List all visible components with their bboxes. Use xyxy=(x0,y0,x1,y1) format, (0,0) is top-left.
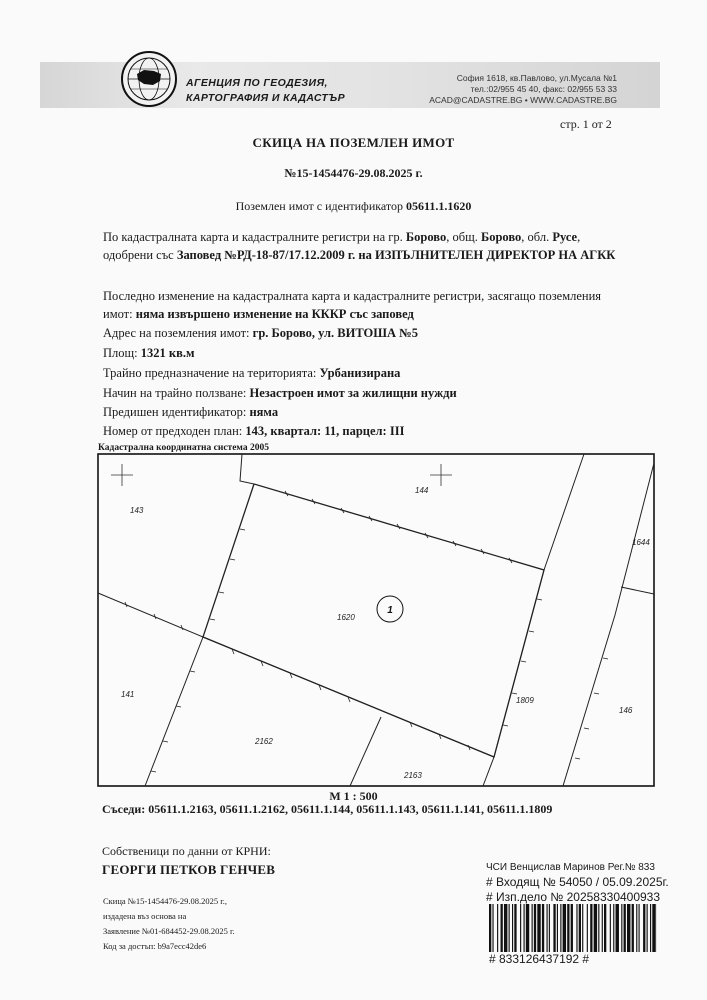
barcode-bar xyxy=(492,904,493,952)
purpose-value: Урбанизирана xyxy=(319,366,401,380)
area-label: Площ: xyxy=(103,346,141,360)
previous-identifier-label: Предишен идентификатор: xyxy=(103,405,250,419)
barcode-bar xyxy=(501,904,503,952)
barcode-bar xyxy=(563,904,566,952)
identifier-label: Поземлен имот с идентификатор xyxy=(235,199,407,213)
note-line-2: издадена въз основа на xyxy=(103,911,187,921)
parcel-label-2163: 2163 xyxy=(404,771,422,780)
coordinate-system-label: Кадастрална координатна система 2005 xyxy=(98,443,269,453)
barcode-bar xyxy=(613,904,614,952)
text: , общ. xyxy=(446,230,481,244)
parcel-label-141: 141 xyxy=(121,690,135,699)
agency-line-1: АГЕНЦИЯ ПО ГЕОДЕЗИЯ, xyxy=(186,77,328,89)
owner-name: ГЕОРГИ ПЕТКОВ ГЕНЧЕВ xyxy=(102,862,276,877)
usage-value: Незастроен имот за жилищни нужди xyxy=(249,386,457,400)
barcode-bar xyxy=(542,904,544,952)
address-row xyxy=(103,324,663,342)
approval-order: Заповед №РД-18-87/17.12.2009 г. на ИЗПЪЛНИТЕЛЕН ДИРЕКТОР НА АГКК xyxy=(176,248,616,262)
parcel-label-143: 143 xyxy=(130,506,144,515)
usage-row xyxy=(103,384,663,402)
page-number: стр. 1 от 2 xyxy=(560,117,612,131)
barcode-bar xyxy=(560,904,561,952)
parcel-label-1644: 1644 xyxy=(632,538,650,547)
previous-identifier-value: няма xyxy=(249,405,279,419)
barcode xyxy=(489,904,657,952)
neighbors-values: 05611.1.2163, 05611.1.2162, 05611.1.144, 05611.1.143, 05611.1.141, 05611.1.1809 xyxy=(148,802,553,816)
cadastral-sketch-map xyxy=(97,453,655,787)
barcode-bar xyxy=(524,904,525,952)
agency-contact xyxy=(412,73,617,106)
text: По кадастралната карта и кадастралните регистри на гр. xyxy=(103,230,406,244)
region: Русе xyxy=(552,230,578,244)
purpose-row xyxy=(103,364,663,382)
text: Последно изменение на кадастралната карта и кадастралните регистри, засягащо поземления xyxy=(103,289,602,303)
barcode-bar xyxy=(594,904,597,952)
barcode-bar xyxy=(632,904,634,952)
agency-globe-logo xyxy=(120,50,178,108)
barcode-bar xyxy=(650,904,651,952)
barcode-bar xyxy=(532,904,533,952)
area-row xyxy=(103,344,663,362)
barcode-bar xyxy=(537,904,540,952)
agency-name xyxy=(186,76,345,106)
previous-plan-value: 143, квартал: 11, парцел: III xyxy=(245,424,405,438)
municipality: Борово xyxy=(480,230,522,244)
stamp-notary: ЧСИ Венцислав Маринов Рег.№ 833 xyxy=(486,862,655,873)
identifier-value: 05611.1.1620 xyxy=(406,199,472,213)
previous-plan-row xyxy=(103,422,663,440)
barcode-bar xyxy=(571,904,573,952)
stamp-incoming: # Входящ № 54050 / 05.09.2025г. xyxy=(486,875,669,889)
barcode-bar xyxy=(652,904,655,952)
map-scale: М 1 : 500 xyxy=(329,789,378,803)
barcode-bar xyxy=(514,904,516,952)
barcode-bar xyxy=(598,904,599,952)
cadastral-map-paragraph xyxy=(103,228,663,264)
parcel-identifier xyxy=(0,199,707,214)
parcel-label-144: 144 xyxy=(415,486,429,495)
note-line-3: Заявление №01-684452-29.08.2025 г. xyxy=(103,926,235,936)
issuance-note xyxy=(103,894,235,954)
text: , xyxy=(577,230,581,244)
barcode-bar xyxy=(567,904,569,952)
parcel-label-146: 146 xyxy=(619,706,633,715)
barcode-bar xyxy=(534,904,536,952)
town: Борово xyxy=(405,230,447,244)
note-line-4: Код за достъп: b9a7ecc42de6 xyxy=(103,941,207,951)
previous-plan-label: Номер от предходен план: xyxy=(103,424,246,438)
barcode-bar xyxy=(553,904,555,952)
barcode-bar xyxy=(512,904,513,952)
barcode-bar xyxy=(587,904,588,952)
neighbors-label: Съседи: xyxy=(102,802,149,816)
barcode-bar xyxy=(624,904,626,952)
neighbors-row xyxy=(102,802,552,817)
barcode-bar xyxy=(489,904,491,952)
barcode-bar xyxy=(504,904,507,952)
barcode-bar xyxy=(621,904,622,952)
agency-phone: тел.:02/955 45 40, факс: 02/955 53 33 xyxy=(470,84,617,94)
barcode-bar xyxy=(526,904,529,952)
barcode-bar xyxy=(616,904,619,952)
barcode-bar xyxy=(647,904,648,952)
barcode-bar xyxy=(602,904,603,952)
barcode-number: # 833126437192 # xyxy=(489,952,590,966)
barcode-bar xyxy=(549,904,550,952)
text: , обл. xyxy=(521,230,553,244)
barcode-bar xyxy=(610,904,611,952)
agency-address: София 1618, кв.Павлово, ул.Мусала №1 xyxy=(456,73,617,83)
parcel-label-2162: 2162 xyxy=(255,737,273,746)
parcel-label-1809: 1809 xyxy=(516,696,534,705)
text: имот: xyxy=(103,307,136,321)
area-value: 1321 кв.м xyxy=(140,346,195,360)
barcode-bar xyxy=(627,904,630,952)
usage-label: Начин на трайно ползване: xyxy=(103,386,250,400)
agency-web: ACAD@CADASTRE.BG • WWW.CADASTRE.BG xyxy=(429,95,617,105)
barcode-bar xyxy=(557,904,558,952)
barcode-bar xyxy=(582,904,583,952)
previous-identifier-row xyxy=(103,403,663,421)
document-title: СКИЦА НА ПОЗЕМЛЕН ИМОТ xyxy=(252,135,455,150)
barcode-bar xyxy=(579,904,581,952)
stamp-case: # Изп.дело № 20258330400933 xyxy=(486,890,661,904)
address-label: Адрес на поземления имот: xyxy=(103,326,253,340)
barcode-bar xyxy=(590,904,592,952)
note-line-1: Скица №15-1454476-29.08.2025 г., xyxy=(103,896,227,906)
text: одобрени със xyxy=(103,248,177,262)
agency-line-2: КАРТОГРАФИЯ И КАДАСТЪР xyxy=(186,92,346,104)
address-value: гр. Борово, ул. ВИТОША №5 xyxy=(252,326,418,340)
barcode-bar xyxy=(576,904,577,952)
owners-label: Собственици по данни от КРНИ: xyxy=(102,844,271,858)
registry-stamp xyxy=(486,860,669,905)
barcode-bar xyxy=(639,904,640,952)
purpose-label: Трайно предназначение на територията: xyxy=(103,366,320,380)
barcode-bar xyxy=(547,904,548,952)
document-number: №15-1454476-29.08.2025 г. xyxy=(284,166,423,180)
last-change-value: няма извършено изменение на КККР със заповед xyxy=(135,307,414,321)
barcode-bar xyxy=(497,904,498,952)
last-change-paragraph xyxy=(103,287,663,323)
barcode-bar xyxy=(604,904,606,952)
barcode-bar xyxy=(636,904,637,952)
barcode-bar xyxy=(643,904,645,952)
parcel-marker-number: 1 xyxy=(387,605,393,616)
barcode-bar xyxy=(509,904,510,952)
barcode-bar xyxy=(520,904,521,952)
parcel-label-1620: 1620 xyxy=(337,613,355,622)
